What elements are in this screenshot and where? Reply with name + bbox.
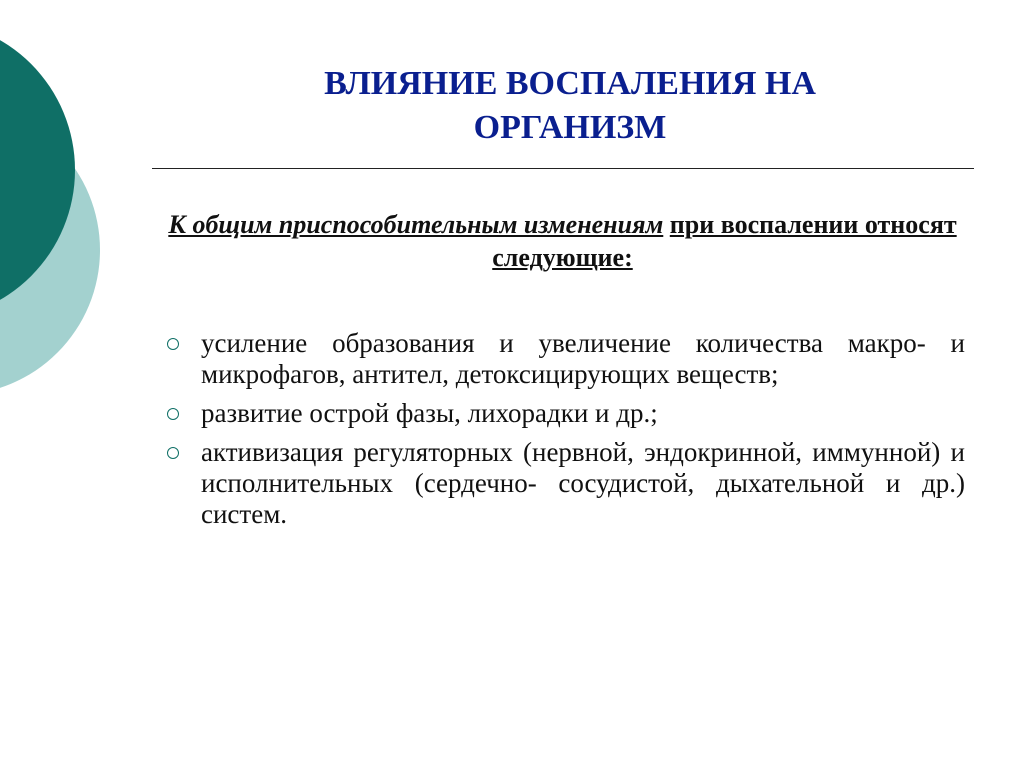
circle-bullet-icon bbox=[167, 338, 179, 350]
subtitle bbox=[160, 208, 965, 274]
list-item bbox=[165, 398, 965, 429]
subtitle-italic: К общим приспособительным изменениям bbox=[168, 210, 664, 239]
title-divider bbox=[152, 168, 974, 169]
circle-bullet-icon bbox=[167, 408, 179, 420]
list-item bbox=[165, 328, 965, 390]
slide-title bbox=[160, 62, 980, 150]
circle-bullet-icon bbox=[167, 447, 179, 459]
bullet-list bbox=[165, 328, 965, 538]
bullet-text: развитие острой фазы, лихорадки и др.; bbox=[201, 398, 658, 428]
bullet-text: усиление образования и увеличение количества макро- и микрофагов, антител, детоксицирующих веществ; bbox=[201, 328, 965, 389]
title-line-2: ОРГАНИЗМ bbox=[473, 109, 667, 146]
list-item bbox=[165, 437, 965, 530]
subtitle-plain: при воспалении относят следующие: bbox=[492, 210, 957, 272]
title-line-1: ВЛИЯНИЕ ВОСПАЛЕНИЯ НА bbox=[324, 65, 816, 102]
bullet-text: активизация регуляторных (нервной, эндокринной, иммунной) и исполнительных (сердечно- сосудистой, дыхательной и др.) систем. bbox=[201, 437, 965, 529]
